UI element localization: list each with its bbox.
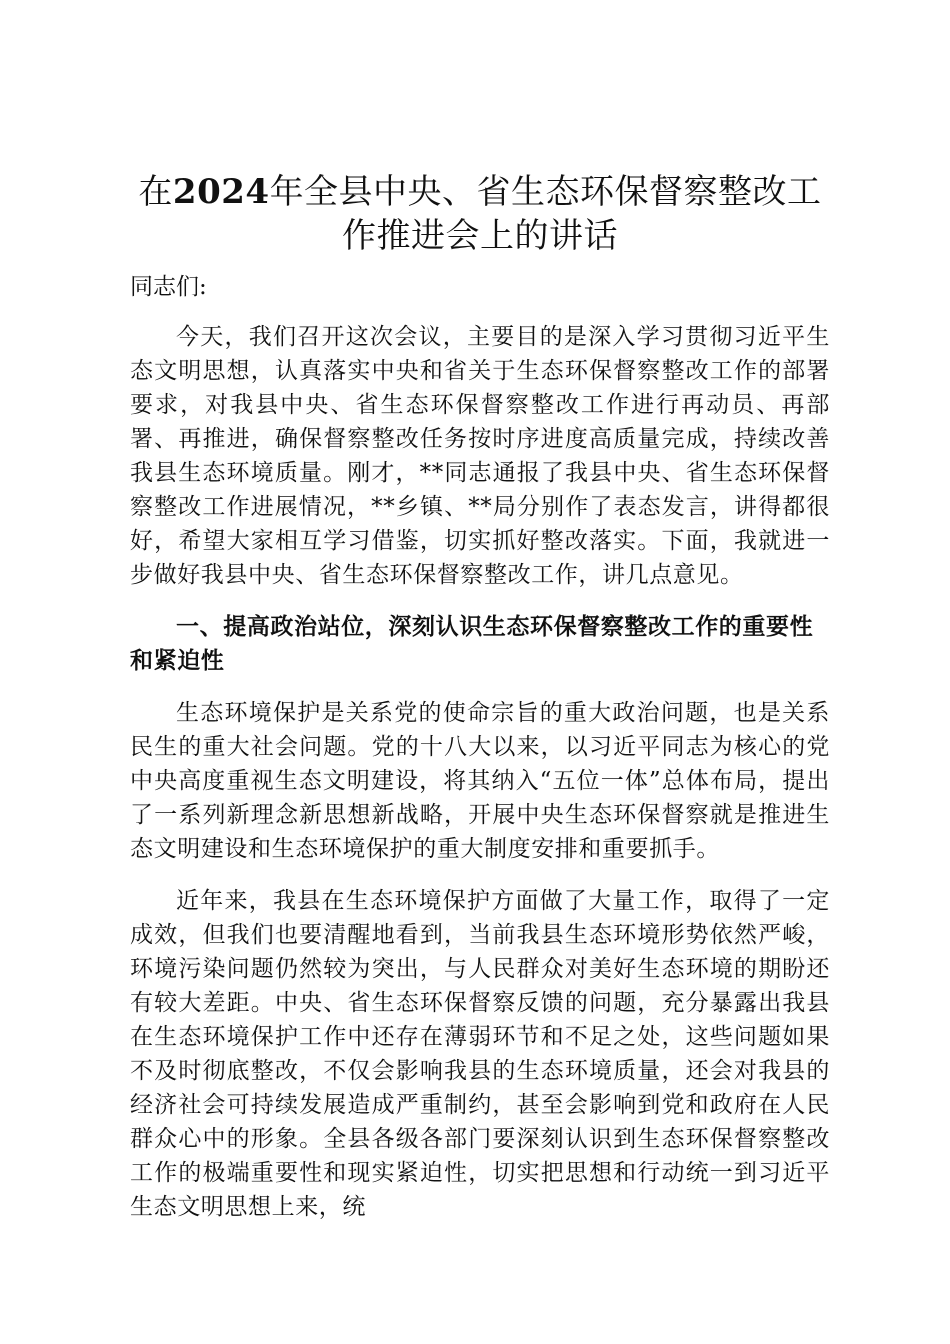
paragraph-current-situation: 近年来，我县在生态环境保护方面做了大量工作，取得了一定成效，但我们也要清醒地看到，当前我县生态环境形势依然严峻，环境污染问题仍然较为突出，与人民群众对美好生态环境的期盼还有较大差距。中央、省生态环保督察反馈的问题，充分暴露出我县在生态环境保护工作中还存在薄弱环节和不足之处，这些问题如果不及时彻底整改，不仅会影响我县的生态环境质量，还会对我县的经济社会可持续发展造成严重制约，甚至会影响到党和政府在人民群众心中的形象。全县各级各部门要深刻认识到生态环保督察整改工作的极端重要性和现实紧迫性，切实把思想和行动统一到习近平生态文明思想上来，统 — [130, 888, 830, 1220]
title-rest: 年全县中央、省生态环保督察整改工作推进会上的讲话 — [269, 172, 822, 256]
title-prefix: 在 — [138, 172, 173, 212]
paragraph-political-importance: 生态环境保护是关系党的使命宗旨的重大政治问题，也是关系民生的重大社会问题。党的十八大以来，以习近平同志为核心的党中央高度重视生态文明建设，将其纳入“五位一体”总体布局，提出了一系列新理念新思想新战略，开展中央生态环保督察就是推进生态文明建设和生态环境保护的重大制度安排和重要抓手。 — [130, 700, 830, 862]
paragraph-opening: 今天，我们召开这次会议，主要目的是深入学习贯彻习近平生态文明思想，认真落实中央和省关于生态环保督察整改工作的部署要求，对我县中央、省生态环保督察整改工作进行再动员、再部署、再推进，确保督察整改任务按时序进度高质量完成，持续改善我县生态环境质量。刚才，**同志通报了我县中央、省生态环保督察整改工作进展情况，**乡镇、**局分别作了表态发言，讲得都很好，希望大家相互学习借鉴，切实抓好整改落实。下面，我就进一步做好我县中央、省生态环保督察整改工作，讲几点意见。 — [130, 324, 830, 588]
document-title — [130, 170, 830, 258]
document-body — [130, 170, 830, 1242]
salutation: 同志们: — [130, 274, 207, 300]
section-heading-1: 一、提高政治站位，深刻认识生态环保督察整改工作的重要性和紧迫性 — [130, 613, 814, 674]
title-year: 2024 — [172, 172, 270, 212]
